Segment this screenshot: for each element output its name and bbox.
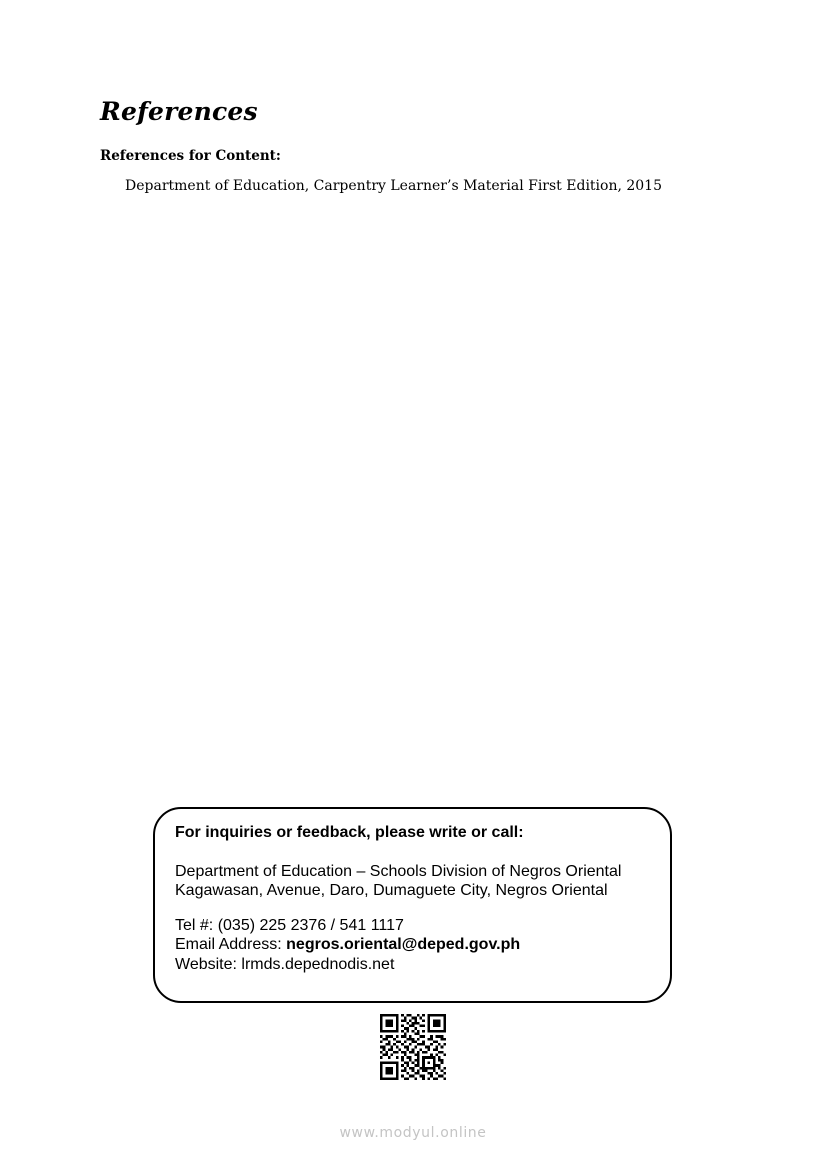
email-link[interactable]: negros.oriental@deped.gov.ph — [286, 936, 521, 953]
page-title: References — [100, 97, 258, 126]
contact-address: Kagawasan, Avenue, Daro, Dumaguete City, Negros Oriental — [175, 882, 608, 899]
qr-code-icon — [380, 1014, 446, 1080]
contact-email — [175, 935, 520, 955]
contact-tel: Tel #: (035) 225 2376 / 541 1117 — [175, 917, 404, 934]
contact-org: Department of Education – Schools Division of Negros Oriental — [175, 863, 622, 880]
references-subheading: References for Content: — [100, 148, 281, 164]
contact-website: Website: lrmds.depednodis.net — [175, 956, 395, 973]
contact-box — [153, 807, 672, 1003]
watermark: www.modyul.online — [339, 1125, 487, 1141]
contact-heading: For inquiries or feedback, please write or call: — [175, 824, 524, 841]
reference-entry: Department of Education, Carpentry Learner’s Material First Edition, 2015 — [125, 178, 662, 194]
email-label: Email Address: — [175, 936, 287, 953]
